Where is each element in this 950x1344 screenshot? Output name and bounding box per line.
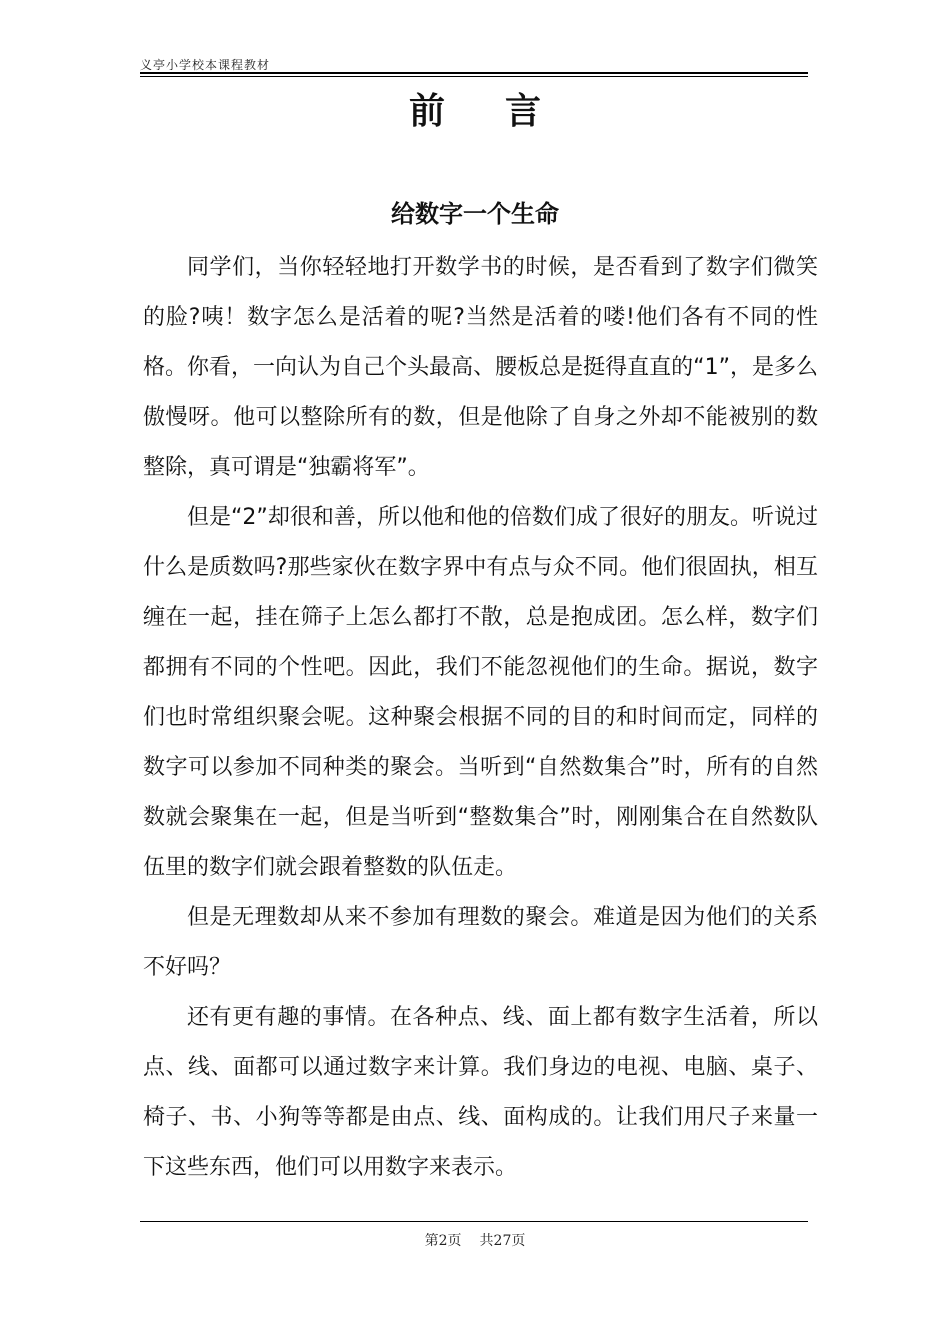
- page-title: 前言: [408, 91, 601, 132]
- section-title: 给数字一个生命: [391, 200, 559, 228]
- page-number: 第2页: [424, 1233, 462, 1249]
- header-divider: [140, 72, 808, 74]
- footer-divider: [140, 1221, 808, 1222]
- paragraph-3: 但是无理数却从来不参加有理数的聚会。难道是因为他们的关系不好吗？: [143, 905, 818, 980]
- page-footer: [0, 1230, 950, 1250]
- header-divider-thin: [140, 76, 808, 77]
- page-total: 共27页: [479, 1233, 526, 1249]
- body-text: [143, 243, 818, 1193]
- paragraph-2: 但是“2”却很和善，所以他和他的倍数们成了很好的朋友。听说过什么是质数吗?那些家伙在数字界中有点与众不同。他们很固执，相互缠在一起，挂在筛子上怎么都打不散，总是抱成团。怎么样，数字们都拥有不同的个性吧。因此，我们不能忽视他们的生命。据说，数字们也时常组织聚会呢。这种聚会根据不同的目的和时间而定，同样的数字可以参加不同种类的聚会。当听到“自然数集合”时，所有的自然数就会聚集在一起，但是当听到“整数集合”时，刚刚集合在自然数队伍里的数字们就会跟着整数的队伍走。: [143, 505, 818, 880]
- paragraph-1: 同学们，当你轻轻地打开数学书的时候，是否看到了数字们微笑的脸?咦！数字怎么是活着的呢?当然是活着的喽!他们各有不同的性格。你看，一向认为自己个头最高、腰板总是挺得直直的“1”，是多么傲慢呀。他可以整除所有的数，但是他除了自身之外却不能被别的数整除，真可谓是“独霸将军”。: [143, 255, 818, 480]
- paragraph-4: 还有更有趣的事情。在各种点、线、面上都有数字生活着，所以点、线、面都可以通过数字来计算。我们身边的电视、电脑、桌子、椅子、书、小狗等等都是由点、线、面构成的。让我们用尺子来量一下这些东西，他们可以用数字来表示。: [143, 1005, 818, 1180]
- header-title: 义亭小学校本课程教材: [140, 58, 271, 72]
